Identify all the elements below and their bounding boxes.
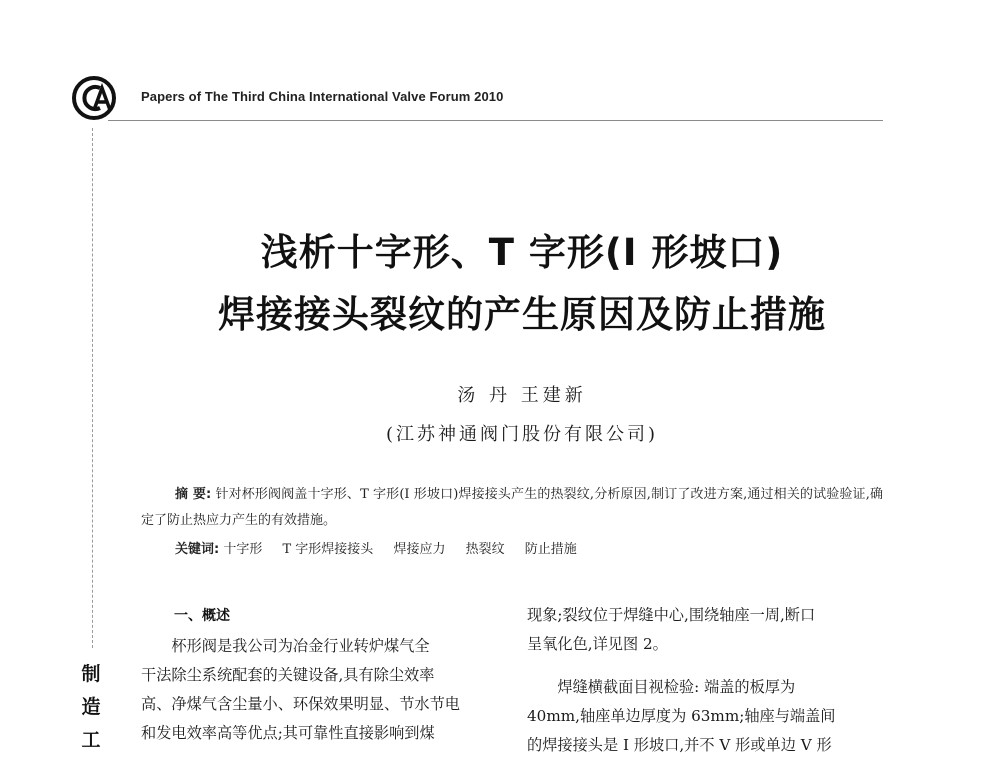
section-heading: 一、概述	[174, 608, 230, 624]
body-line: 40mm,轴座单边厚度为 63mm;轴座与端盖间	[527, 707, 836, 725]
keyword: 热裂纹	[465, 542, 505, 557]
body-line: 现象;裂纹位于焊缝中心,围绕轴座一周,断口	[527, 606, 816, 624]
paper-affiliation: (江苏神通阀门股份有限公司)	[385, 424, 659, 445]
body-line: 干法除尘系统配套的关键设备,具有除尘效率	[141, 666, 435, 684]
header-divider	[108, 120, 883, 121]
keywords	[141, 538, 883, 557]
side-column-label	[79, 658, 103, 757]
keyword: 十字形	[223, 542, 263, 557]
abstract-label: 摘 要:	[175, 487, 212, 502]
body-column-left	[141, 632, 499, 748]
body-line: 杯形阀是我公司为冶金行业转炉煤气全	[171, 637, 430, 655]
cva-logo-icon	[70, 74, 118, 122]
abstract-text: 针对杯形阀阀盖十字形、T 字形(I 形坡口)焊接接头产生的热裂纹,分析原因,制订了改进方案,通过相关的试验验证,确定了防止热应力产生的有效措施。	[141, 487, 883, 528]
keyword: 焊接应力	[393, 542, 446, 557]
body-line: 和发电效率高等优点;其可靠性直接影响到煤	[141, 724, 435, 742]
body-line: 高、净煤气含尘量小、环保效果明显、节水节电	[141, 695, 460, 713]
paper-title-line-2: 焊接接头裂纹的产生原因及防止措施	[218, 293, 826, 336]
side-char: 制	[81, 663, 101, 685]
keywords-label: 关键词:	[175, 542, 220, 557]
body-column-right	[527, 601, 885, 760]
keyword: 防止措施	[524, 542, 577, 557]
paper-authors: 汤 丹 王建新	[457, 385, 587, 406]
journal-header: Papers of The Third China International Valve Forum 2010	[141, 89, 504, 104]
side-char: 造	[81, 696, 101, 718]
paper-title-line-1: 浅析十字形、T 字形(I 形坡口)	[260, 231, 784, 274]
side-char: 工	[81, 729, 101, 751]
body-line: 的焊接接头是 I 形坡口,并不 V 形或单边 V 形	[527, 736, 832, 754]
body-line: 呈氧化色,详见图 2。	[527, 635, 668, 653]
abstract	[141, 482, 883, 534]
body-line: 焊缝横截面目视检验: 端盖的板厚为	[557, 678, 796, 696]
keyword: T 字形焊接接头	[282, 542, 374, 557]
